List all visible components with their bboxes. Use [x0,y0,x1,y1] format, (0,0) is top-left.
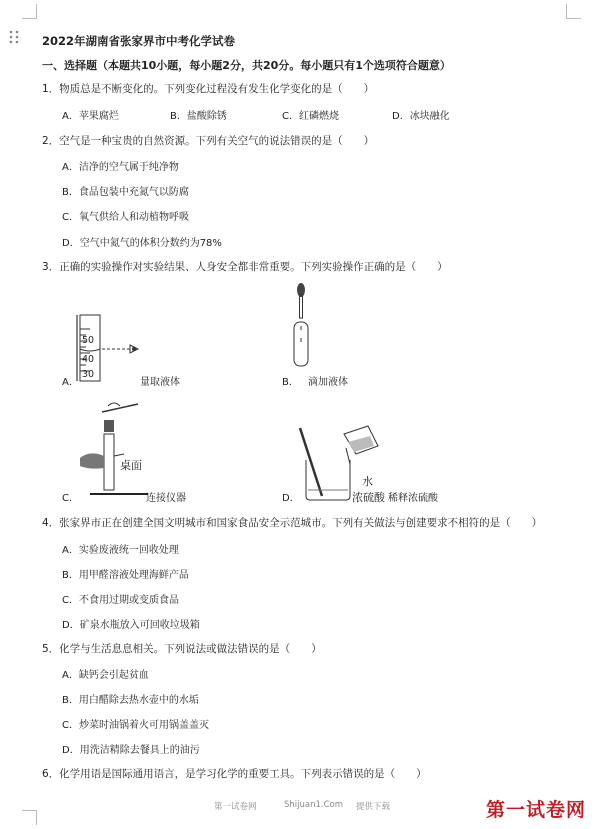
figure-d-caption: 稀释浓硫酸 [388,493,438,504]
figure-c-connecting-apparatus [80,398,150,498]
q5-option-b: B．用白醋除去热水壶中的水垢 [62,695,199,706]
q2-option-a: A．洁净的空气属于纯净物 [62,162,179,173]
cylinder-tick-50: 50 [82,335,95,346]
q1-option-c: C．红磷燃烧 [282,111,339,122]
q3-option-c: C． [62,493,79,504]
cylinder-tick-40: 40 [82,354,95,365]
footer-mid: Shijuan1.Com [284,800,344,810]
q4-option-c: C．不食用过期或变质食品 [62,595,179,606]
cylinder-tick-30: 30 [82,369,95,380]
question-1-stem: 1．物质总是不断变化的。下列变化过程没有发生化学变化的是（ ） [42,83,375,95]
q4-option-d: D．矿泉水瓶放入可回收垃圾箱 [62,620,200,631]
water-label: 水 [362,475,373,488]
drag-handle-icon[interactable] [9,30,21,44]
figure-b-caption: 滴加液体 [308,377,348,388]
corner-mark-bottom-left [22,810,37,825]
q5-option-c: C．炒菜时油锅着火可用锅盖盖灭 [62,720,209,731]
question-6-stem: 6．化学用语是国际通用语言，是学习化学的重要工具。下列表示错误的是（ ） [42,768,427,780]
figure-a-caption: 量取液体 [140,377,180,388]
q4-option-b: B．用甲醛溶液处理海鲜产品 [62,570,189,581]
question-4-stem: 4．张家界市正在创建全国文明城市和国家食品安全示范城市。下列有关做法与创建要求不相符的是（ ） [42,517,543,529]
footer-right: 提供下载 [356,802,391,812]
q1-option-a: A．苹果腐烂 [62,111,119,122]
q5-option-d: D．用洗洁精除去餐具上的油污 [62,745,200,756]
brand-logo: 第一试卷网 [486,799,587,821]
desk-label: 桌面 [120,459,142,472]
q4-option-a: A．实验废液统一回收处理 [62,545,179,556]
question-3-stem: 3．正确的实验操作对实验结果、人身安全都非常重要。下列实验操作正确的是（ ） [42,261,448,273]
question-2-stem: 2．空气是一种宝贵的自然资源。下列有关空气的说法错误的是（ ） [42,135,375,147]
figure-b-dropper [290,282,320,372]
q1-option-d: D．冰块融化 [392,111,450,122]
q2-option-b: B．食品包装中充氮气以防腐 [62,187,189,198]
page-title: 2022年湖南省张家界市中考化学试卷 [42,34,236,48]
q3-option-b: B． [282,377,299,388]
q1-option-b: B．盐酸除锈 [170,111,227,122]
footer-left: 第一试卷网 [214,802,257,812]
acid-label: 浓硫酸 [352,491,385,504]
question-5-stem: 5．化学与生活息息相关。下列说法或做法错误的是（ ） [42,643,322,655]
q2-option-c: C．氧气供给人和动植物呼吸 [62,212,189,223]
q3-option-a: A． [62,377,79,388]
section-heading: 一、选择题（本题共10小题，每小题2分，共20分。每小题只有1个选项符合题意） [42,59,451,72]
q2-option-d: D．空气中氮气的体积分数约为78% [62,238,222,249]
corner-mark-top-left [22,4,37,19]
corner-mark-top-right [566,4,581,19]
figure-c-caption: 连接仪器 [146,493,186,504]
q5-option-a: A．缺钙会引起贫血 [62,670,149,681]
q3-option-d: D． [282,493,300,504]
